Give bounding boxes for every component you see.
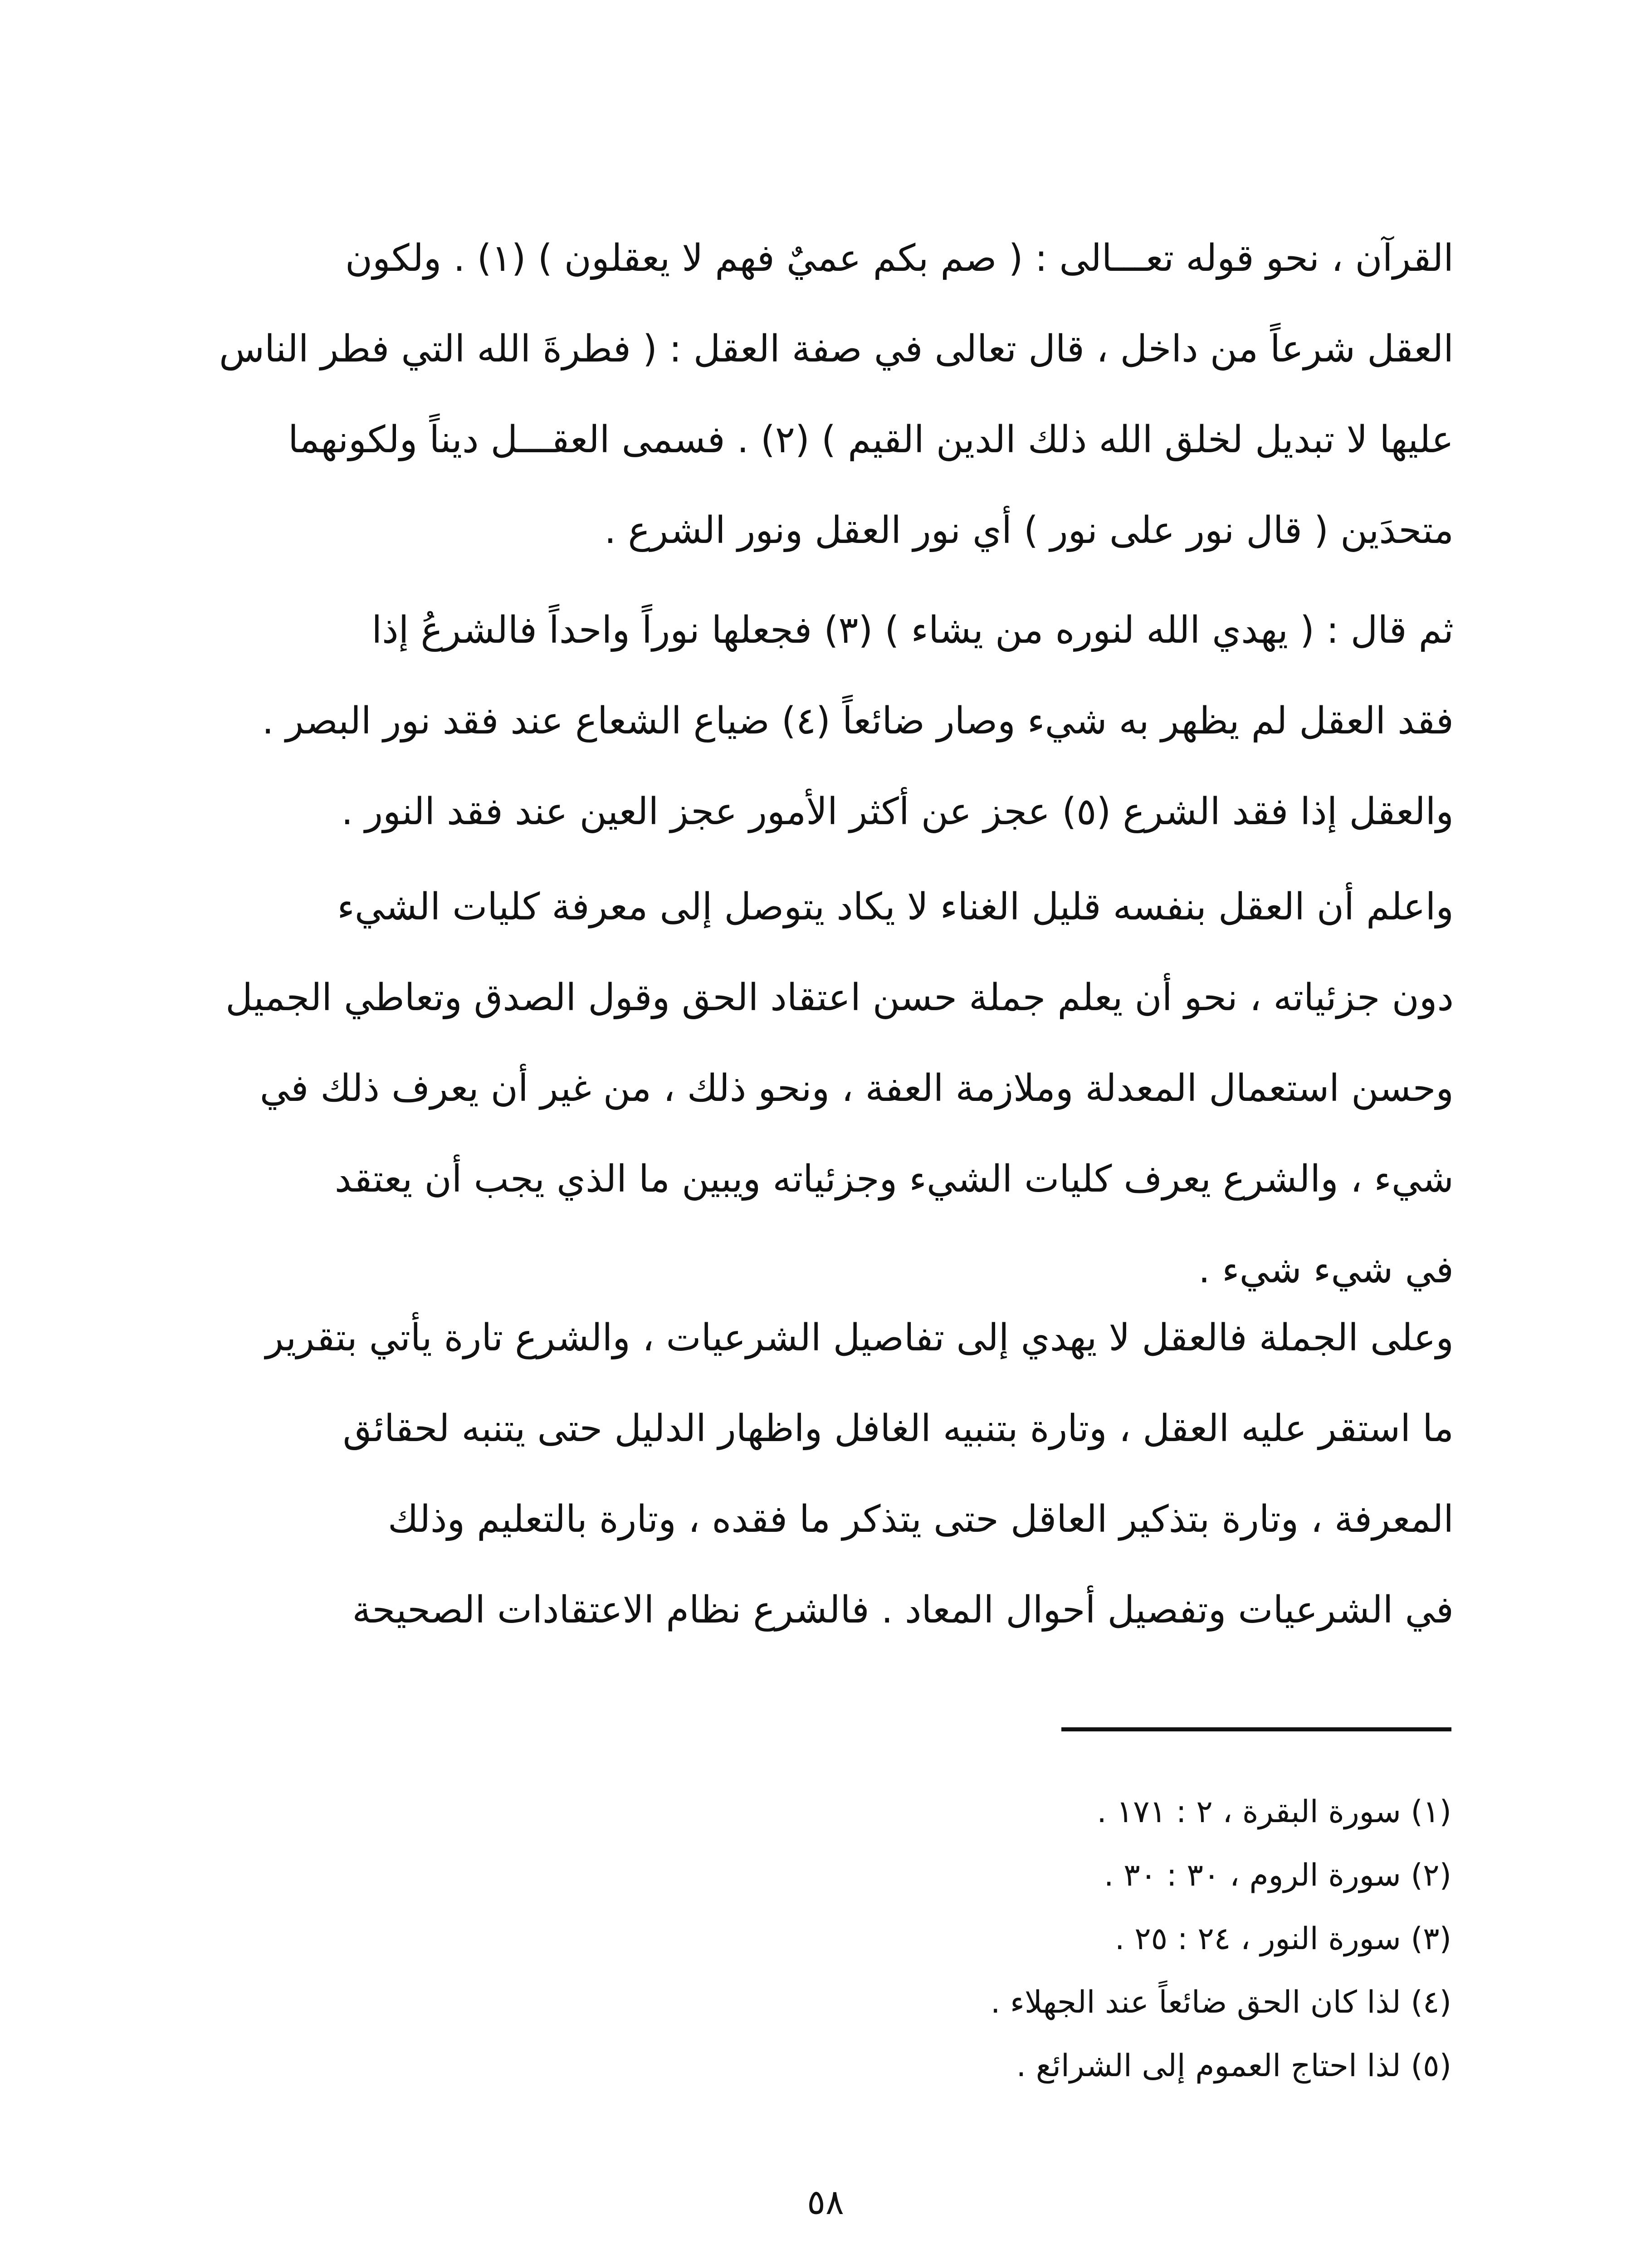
footnote-divider [1061,1727,1451,1731]
text-line: واعلم أن العقل بنفسه قليل الغناء لا يكاد يتوصل إلى معرفة كليات الشيء [337,885,1454,929]
paragraph-2 [206,585,1454,857]
text-line: ما استقر عليه العقل ، وتارة بتنبيه الغافل واظهار الدليل حتى يتنبه لحقائق [342,1407,1454,1450]
text-line: العقل شرعاً من داخل ، قال تعالى في صفة العقل : ( فطرةَ الله التي فطر الناس [219,327,1454,371]
text-line: ثم قال : ( يهدي الله لنوره من يشاء ) (٣) فجعلها نوراً واحداً فالشرعُ إذا [371,609,1454,652]
text-line: والعقل إذا فقد الشرع (٥) عجز عن أكثر الأمور عجز العين عند فقد النور . [341,790,1454,833]
text-line: فقد العقل لم يظهر به شيء وصار ضائعاً (٤) ضياع الشعاع عند فقد نور البصر . [262,699,1454,743]
footnote-item: (٥) لذا احتاج العموم إلى الشرائع . [1016,2048,1451,2084]
text-line: عليها لا تبديل لخلق الله ذلك الدين القيم ) (٢) . فسمى العقـــل ديناً ولكونهما [288,418,1454,461]
footnote-item: (٣) سورة النور ، ٢٤ : ٢٥ . [1114,1921,1451,1957]
footnote-item: (٢) سورة الروم ، ٣٠ : ٣٠ . [1104,1857,1451,1893]
footnotes-list [635,1780,1451,2098]
text-line: في الشرعيات وتفصيل أحوال المعاد . فالشرع نظام الاعتقادات الصحيحة [352,1589,1454,1632]
text-line: متحدَين ( قال نور على نور ) أي نور العقل ونور الشرع . [604,509,1454,552]
text-line: دون جزئياته ، نحو أن يعلم جملة حسن اعتقاد الحق وقول الصدق وتعاطي الجميل [225,976,1454,1019]
text-line: القرآن ، نحو قوله تعـــالى : ( صم بكم عميٌ فهم لا يعقلون ) (١) . ولكون [345,237,1454,280]
footnote-item: (٤) لذا كان الحق ضائعاً عند الجهلاء . [990,1984,1451,2020]
footnote-item: (١) سورة البقرة ، ٢ : ١٧١ . [1097,1794,1451,1830]
text-line: وعلى الجملة فالعقل لا يهدي إلى تفاصيل الشرعيات ، والشرع تارة يأتي بتقرير [265,1316,1454,1359]
paragraph-1 [206,213,1454,576]
page-number: ٥٨ [807,2182,844,2222]
text-line: في شيء شيء . [1198,1248,1454,1291]
paragraph-4 [206,1293,1454,1656]
text-line: المعرفة ، وتارة بتذكير العاقل حتى يتذكر ما فقده ، وتارة بالتعليم وذلك [387,1498,1454,1541]
text-line: وحسن استعمال المعدلة وملازمة العفة ، ونحو ذلك ، من غير أن يعرف ذلك في [259,1067,1454,1110]
text-line: شيء ، والشرع يعرف كليات الشيء وجزئياته ويبين ما الذي يجب أن يعتقد [334,1158,1454,1201]
paragraph-3 [206,862,1454,1315]
